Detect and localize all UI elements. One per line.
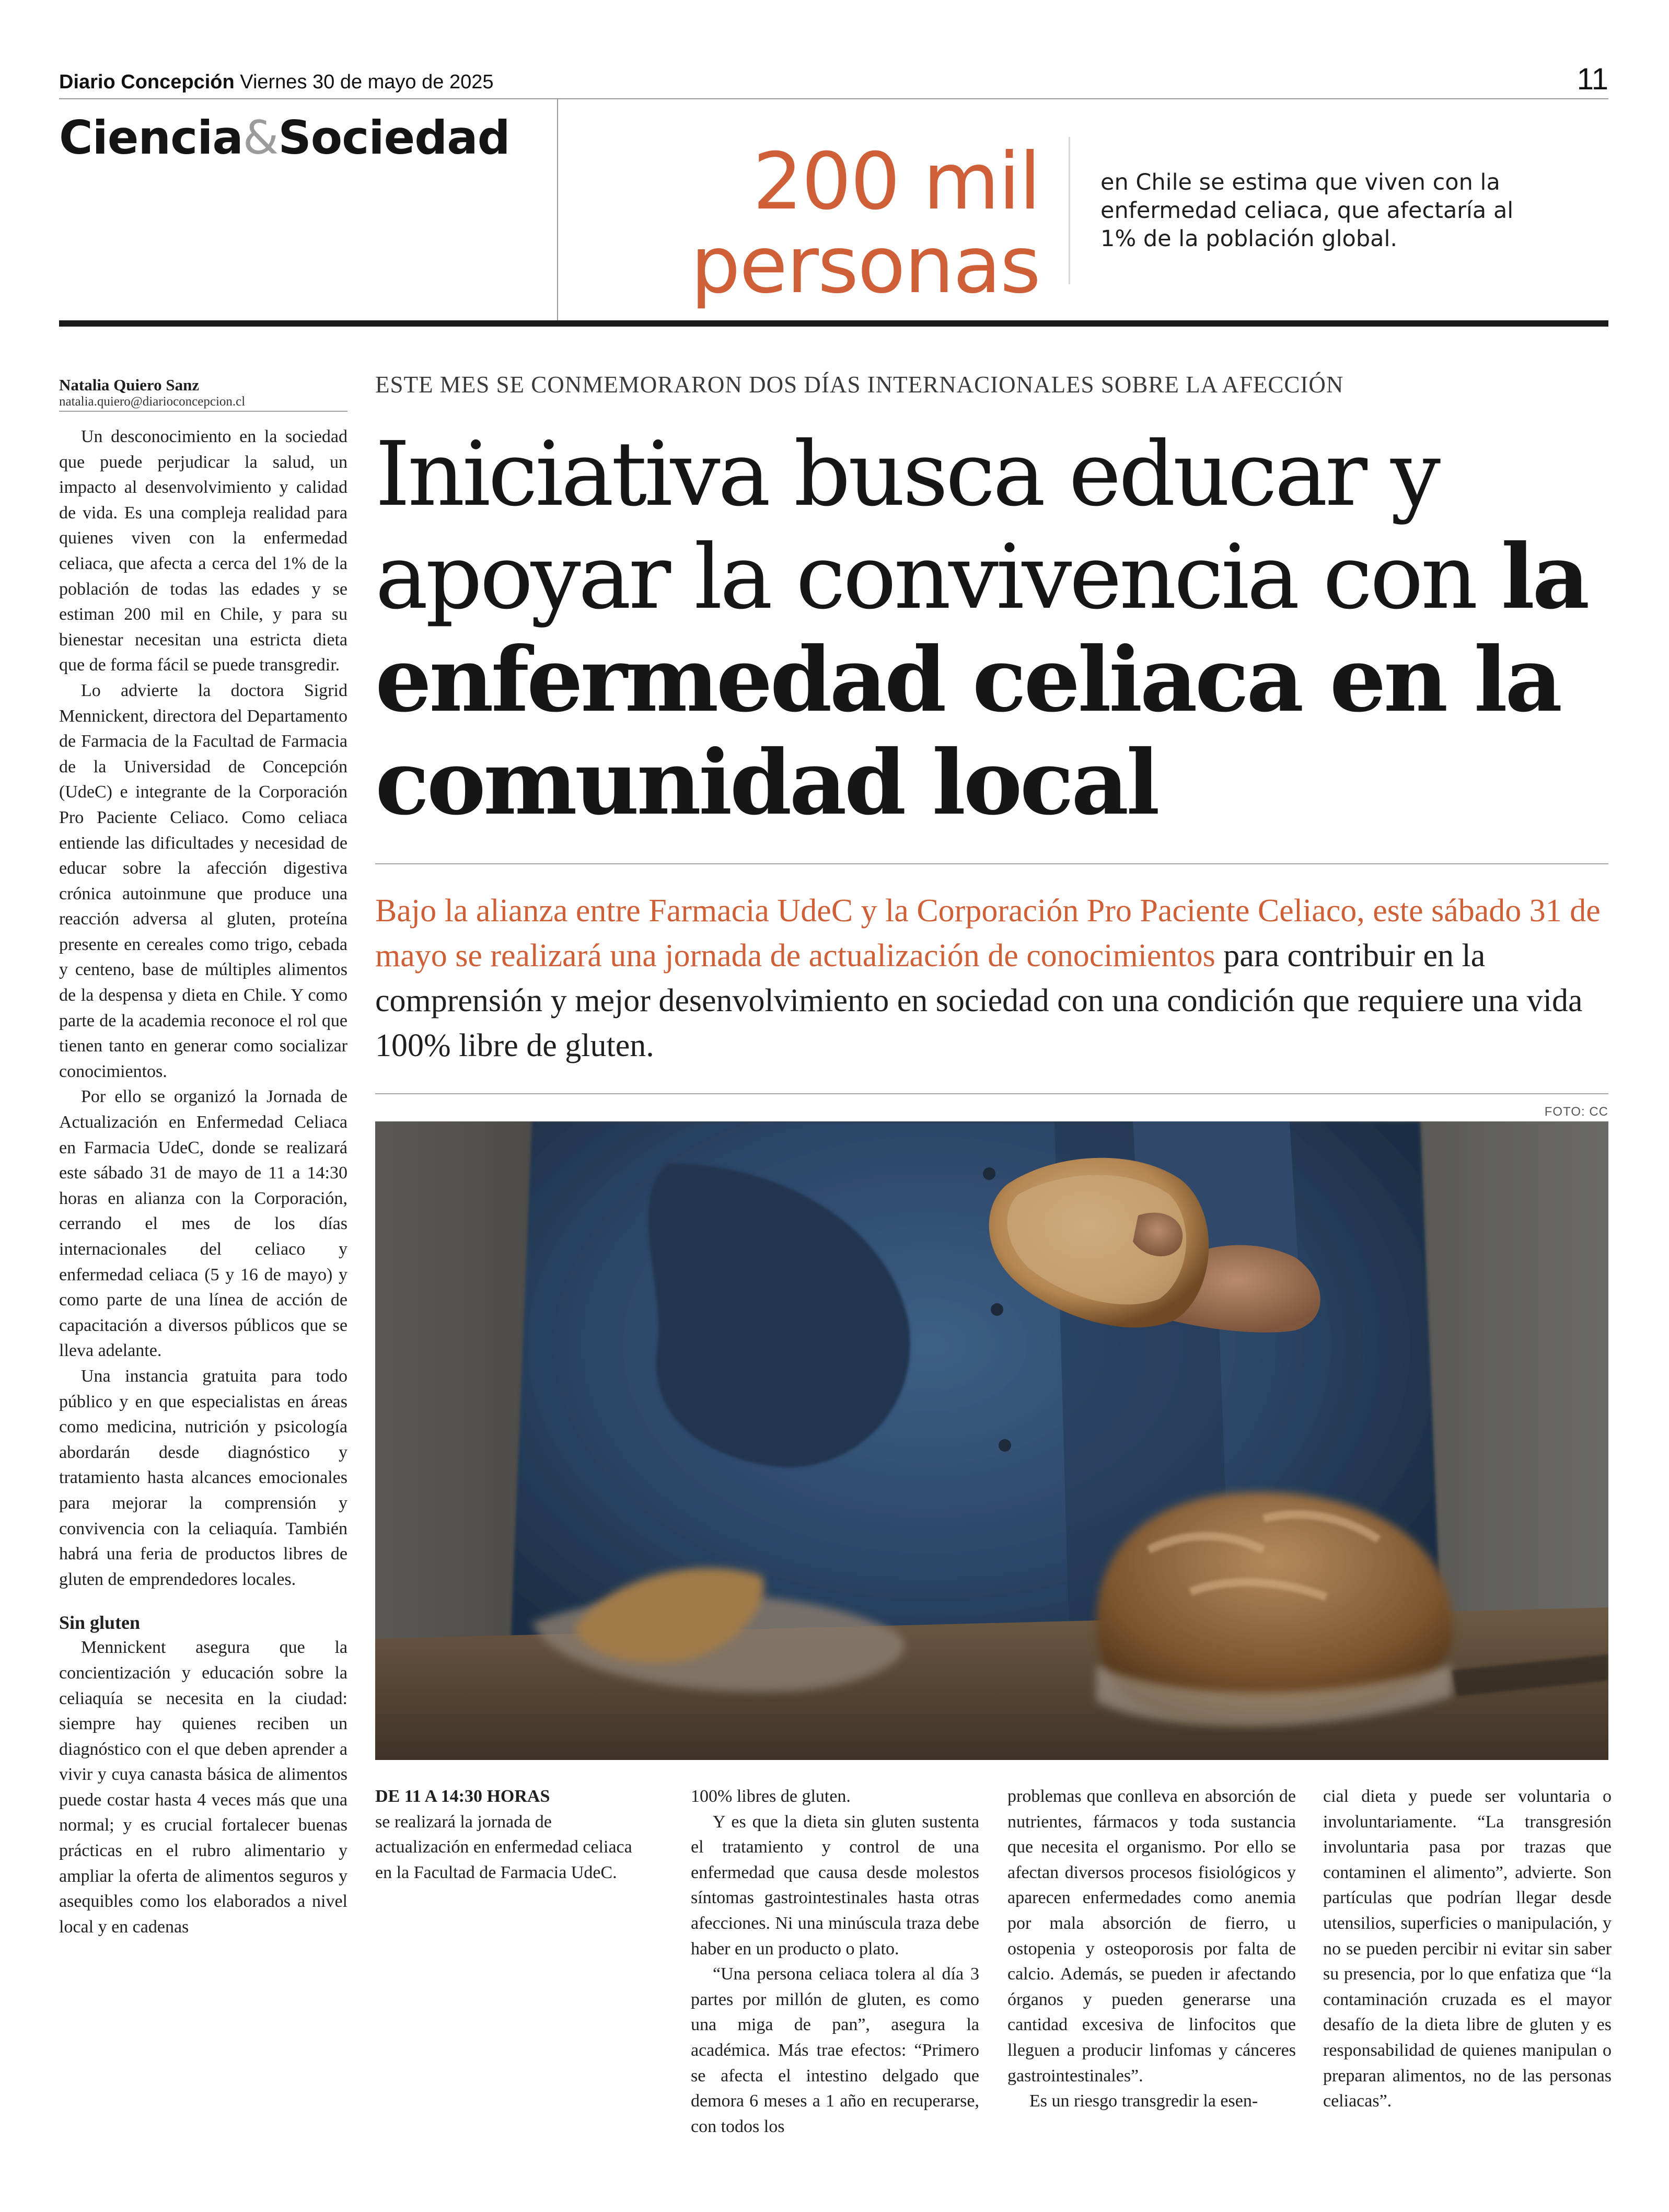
page-number: 11 — [1577, 62, 1608, 96]
deck-rule-top — [375, 863, 1608, 864]
body-paragraph: Un desconocimiento en la sociedad que puede perjudicar la salud, un impacto al desenvolvimiento y calidad de vida. Es una compleja realidad para quienes viven con la enfermedad celiaca, que afecta a cerca del 1% de la población de todas las edades y se estiman 200 mil en Chile, y para su bienestar necesitan una estricta dieta que de forma fácil se puede transgredir. — [59, 427, 347, 675]
caption-head: DE 11 A 14:30 HORAS — [375, 1787, 550, 1806]
masthead — [59, 71, 494, 94]
subheading: Sin gluten — [59, 1612, 141, 1634]
author-name: Natalia Quiero Sanz — [59, 376, 200, 394]
stat-figure — [679, 136, 1040, 311]
article-column-1 — [59, 424, 347, 1940]
deck-rest: para contribuir en la comprensión y mejor desenvolvimiento en sociedad con una condición que requiere una vida 100% libre de gluten. — [375, 938, 1583, 1063]
article-photo — [375, 1121, 1608, 1760]
body-paragraph: Es un riesgo transgredir la esen- — [1029, 2091, 1258, 2111]
issue-date: Viernes 30 de mayo de 2025 — [240, 71, 494, 93]
section-title — [59, 111, 510, 165]
stat-figure-line1: 200 mil — [752, 136, 1040, 227]
article-column-3 — [1007, 1784, 1296, 2114]
body-paragraph: problemas que conlleva en absorción de nutrientes, fármacos y toda sustancia que necesita el organismo. Por ello se afectan diversos procesos fisiológicos y aparecen enfermedades como anemia por mala absorción de fierro, u ostopenia y osteoporosis por falta de calcio. Además, se pueden ir afectando órganos y pueden generarse una cantidad excesiva de linfocitos que lleguen a producir linfomas y cánceres gastrointestinales”. — [1007, 1787, 1296, 2086]
header-vertical-rule — [557, 99, 558, 320]
photo-illustration — [375, 1121, 1608, 1760]
body-paragraph: 100% libres de gluten. — [691, 1787, 851, 1806]
headline-bold: la enfermedad celiaca en la comunidad local — [375, 525, 1587, 835]
headline-regular: Iniciativa busca educar y apoyar la convivencia con — [375, 423, 1501, 629]
article-column-2 — [691, 1784, 979, 2139]
headline — [375, 423, 1619, 835]
body-paragraph: “Una persona celiaca tolera al día 3 partes por millón de gluten, es como una miga de pan”, asegura la académica. Más trae efectos: “Primero se afecta el intestino delgado que demora 6 meses a 1 año en recuperarse, con todos los — [691, 1964, 979, 2136]
stat-figure-line2: personas — [690, 220, 1040, 311]
body-paragraph: Mennickent asegura que la concientización y educación sobre la celiaquía se necesita en la ciudad: siempre hay quienes reciben un diagnóstico con el que deben aprender a vivir y cuya canasta básica de alimentos puede costar hasta 4 veces más que una normal; y es crucial fortalecer buenas prácticas en el rubro alimentario y ampliar la oferta de alimentos seguros y asequibles como los elaborados a nivel local y en cadenas — [59, 1638, 347, 1937]
body-paragraph: Una instancia gratuita para todo público y en que especialistas en áreas como medicina, nutrición y psicología abordarán desde diagnóstico y tratamiento hasta alcances emocionales para mejorar la comprensión y convivencia con la celiaquía. También habrá una feria de productos libres de gluten de emprendedores locales. — [59, 1366, 347, 1589]
deck-rule-bottom — [375, 1093, 1608, 1094]
section-ampersand: & — [242, 111, 279, 165]
photo-credit: FOTO: CC — [1544, 1105, 1608, 1119]
body-paragraph: cial dieta y puede ser voluntaria o involuntariamente. “La transgresión involuntaria pasa por trazas que contaminen el alimento”, advierte. Son partículas que podrían llegar desde utensilios, superficies o manipulación, y no se pueden percibir ni evitar sin saber su presencia, por lo que enfatiza que “la contaminación cruzada es el mayor desafío de la dieta libre de gluten y es responsabilidad de quienes manipulan o preparan alimentos, no de las personas celiacas”. — [1323, 1787, 1612, 2111]
stat-divider — [1069, 137, 1070, 284]
photo-caption — [375, 1784, 636, 1885]
deck — [375, 888, 1614, 1068]
byline — [59, 376, 346, 410]
header-thick-rule — [59, 320, 1608, 327]
byline-rule — [59, 411, 347, 412]
section-title-a: Ciencia — [59, 111, 243, 165]
deck-accent: Bajo la alianza entre Farmacia UdeC y la Corporación Pro Paciente Celiaco, este sábado 31 de mayo se realizará una jornada de actualización de conocimientos — [375, 893, 1601, 974]
stat-text: en Chile se estima que viven con la enfermedad celiaca, que afectaría al 1% de la población global. — [1100, 169, 1514, 252]
header-rule — [59, 98, 1608, 99]
article-column-4 — [1323, 1784, 1612, 2114]
paper-name: Diario Concepción — [59, 71, 235, 93]
section-title-b: Sociedad — [278, 111, 510, 165]
kicker: ESTE MES SE CONMEMORARON DOS DÍAS INTERNACIONALES SOBRE LA AFECCIÓN — [375, 372, 1344, 398]
body-paragraph: Por ello se organizó la Jornada de Actualización en Enfermedad Celiaca en Farmacia UdeC, donde se realizará este sábado 31 de mayo de 11 a 14:30 horas en alianza con la Corporación, cerrando el mes de los días internacionales del celiaco y enfermedad celiaca (5 y 16 de mayo) y como parte de una línea de acción de capacitación a diversos públicos que se lleva adelante. — [59, 1087, 347, 1361]
author-email[interactable]: natalia.quiero@diarioconcepcion.cl — [59, 395, 246, 409]
caption-text: se realizará la jornada de actualización en enfermedad celiaca en la Facultad de Farmacia UdeC. — [375, 1812, 632, 1882]
body-paragraph: Y es que la dieta sin gluten sustenta el tratamiento y control de una enfermedad que causa desde molestos síntomas gastrointestinales hasta otras afecciones. Ni una minúscula traza debe haber en un producto o plato. — [691, 1812, 979, 1959]
body-paragraph: Lo advierte la doctora Sigrid Mennickent, directora del Departamento de Farmacia de la Facultad de Farmacia de la Universidad de Concepción (UdeC) e integrante de la Corporación Pro Paciente Celiaco. Como celiaca entiende las dificultades y necesidad de educar sobre la afección digestiva crónica autoinmune que produce una reacción adversa al gluten, proteína presente en cereales como trigo, cebada y centeno, base de múltiples alimentos de la despensa y dieta en Chile. Y como parte de la academia reconoce el rol que tienen tanto en generar como socializar conocimientos. — [59, 680, 347, 1081]
